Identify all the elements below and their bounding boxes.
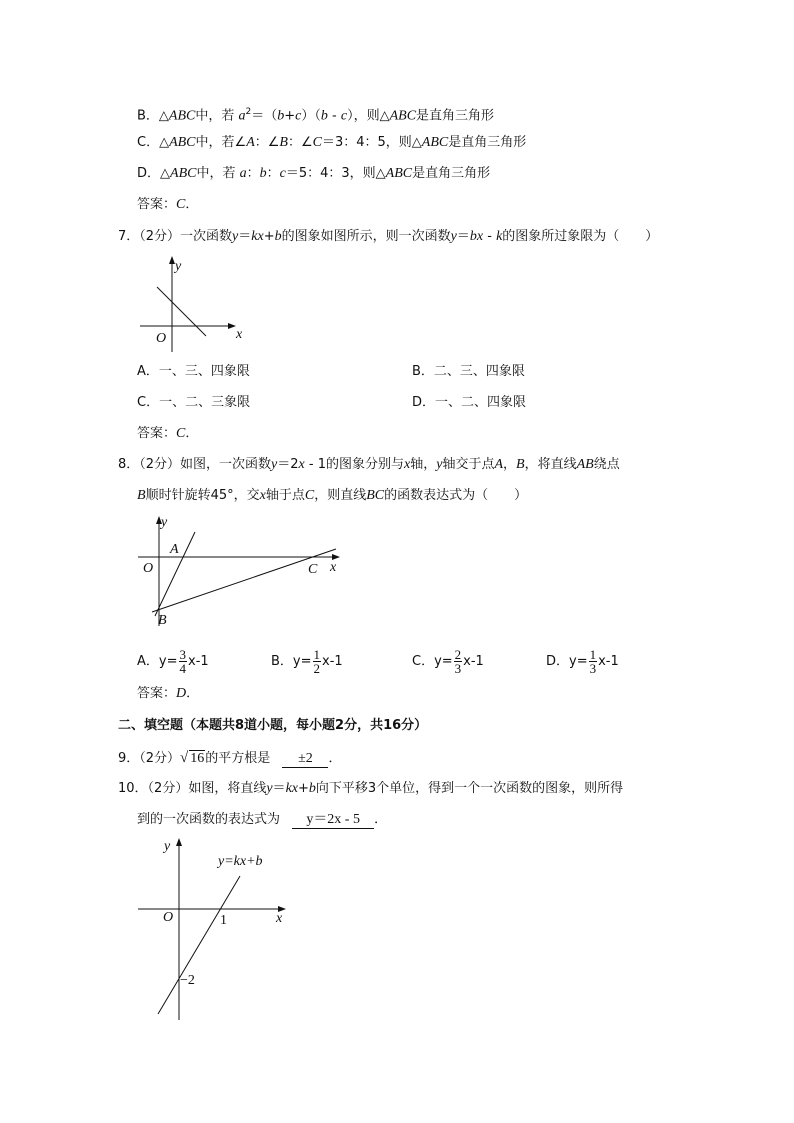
q8-stem-line1: 8．（2分）如图，一次函数y＝2x - 1的图象分别与x轴，y轴交于点A，B，将直线AB绕点 [118, 457, 620, 472]
q8-answer: 答案：D． [137, 686, 200, 701]
q6-option-c: C．△ABC中，若∠A：∠B：∠C＝3：4：5，则△ABC是直角三角形 [137, 135, 527, 150]
q10-tick-minus-2: −2 [180, 973, 195, 988]
q8-y-label: y [161, 515, 168, 530]
q8-point-b-label: B [158, 613, 167, 628]
section-heading-fill-in: 二、填空题（本题共8道小题，每小题2分，共16分） [118, 718, 428, 733]
q8-option-a: A．y= $\frac{3}{4}$ x-1 [137, 647, 209, 676]
q8-point-a-label: A [170, 542, 179, 557]
q9-answer: ±2 [282, 751, 328, 768]
q10-y-label: y [164, 839, 171, 854]
q10-origin-label: O [163, 910, 174, 925]
q10-x-label: x [276, 911, 283, 926]
q6-option-d: D．△ABC中，若 a：b：c＝5：4：3，则△ABC是直角三角形 [137, 166, 491, 181]
q10-tick-1: 1 [220, 913, 227, 928]
q8-x-label: x [330, 560, 337, 575]
q6-option-b: B．△ABC中，若 $a^2=(b+c)(b - c)$，则△ABC是直角三角形 [137, 107, 495, 124]
q7-option-b: B．二、三、四象限 [412, 364, 525, 379]
q7-y-label: y [175, 259, 182, 274]
q10-stem-line2: 到的一次函数的表达式为 y＝2x - 5 ． [137, 812, 388, 827]
q8-option-b: B．y= $\frac{1}{2}$ x-1 [271, 647, 343, 676]
q9-stem: 9．（2分）√ 16的平方根是 ±2 ． [118, 750, 342, 766]
q8-stem-line2: B顺时针旋转45°，交x轴于点C，则直线BC的函数表达式为（ ） [137, 488, 528, 503]
q10-answer: y＝2x - 5 [292, 812, 374, 829]
q10-stem-line1: 10．（2分）如图，将直线y＝kx+b向下平移3个单位，得到一个一次函数的图象，则所得 [118, 781, 624, 796]
q10-figure [130, 832, 300, 1024]
q7-option-a: A．一、三、四象限 [137, 364, 250, 379]
q7-x-label: x [236, 327, 243, 342]
q7-origin-label: O [156, 331, 167, 346]
q10-line-label: y=kx+b [218, 854, 263, 869]
q7-option-d: D．一、二、四象限 [412, 395, 527, 410]
q8-option-d: D．y= $\frac{1}{3}$ x-1 [546, 647, 619, 676]
q8-figure [130, 510, 350, 630]
q8-point-c-label: C [308, 562, 318, 577]
q6-answer: 答案：C． [137, 197, 199, 212]
q7-stem: 7．（2分）一次函数y＝kx+b的图象如图所示，则一次函数y＝bx - k的图象所过象限为（ ） [118, 229, 659, 244]
q7-answer: 答案：C． [137, 426, 199, 441]
q8-origin-label: O [143, 561, 154, 576]
q7-figure [130, 252, 250, 356]
q8-option-c: C．y= $\frac{2}{3}$ x-1 [412, 647, 484, 676]
q7-option-c: C．一、二、三象限 [137, 395, 251, 410]
